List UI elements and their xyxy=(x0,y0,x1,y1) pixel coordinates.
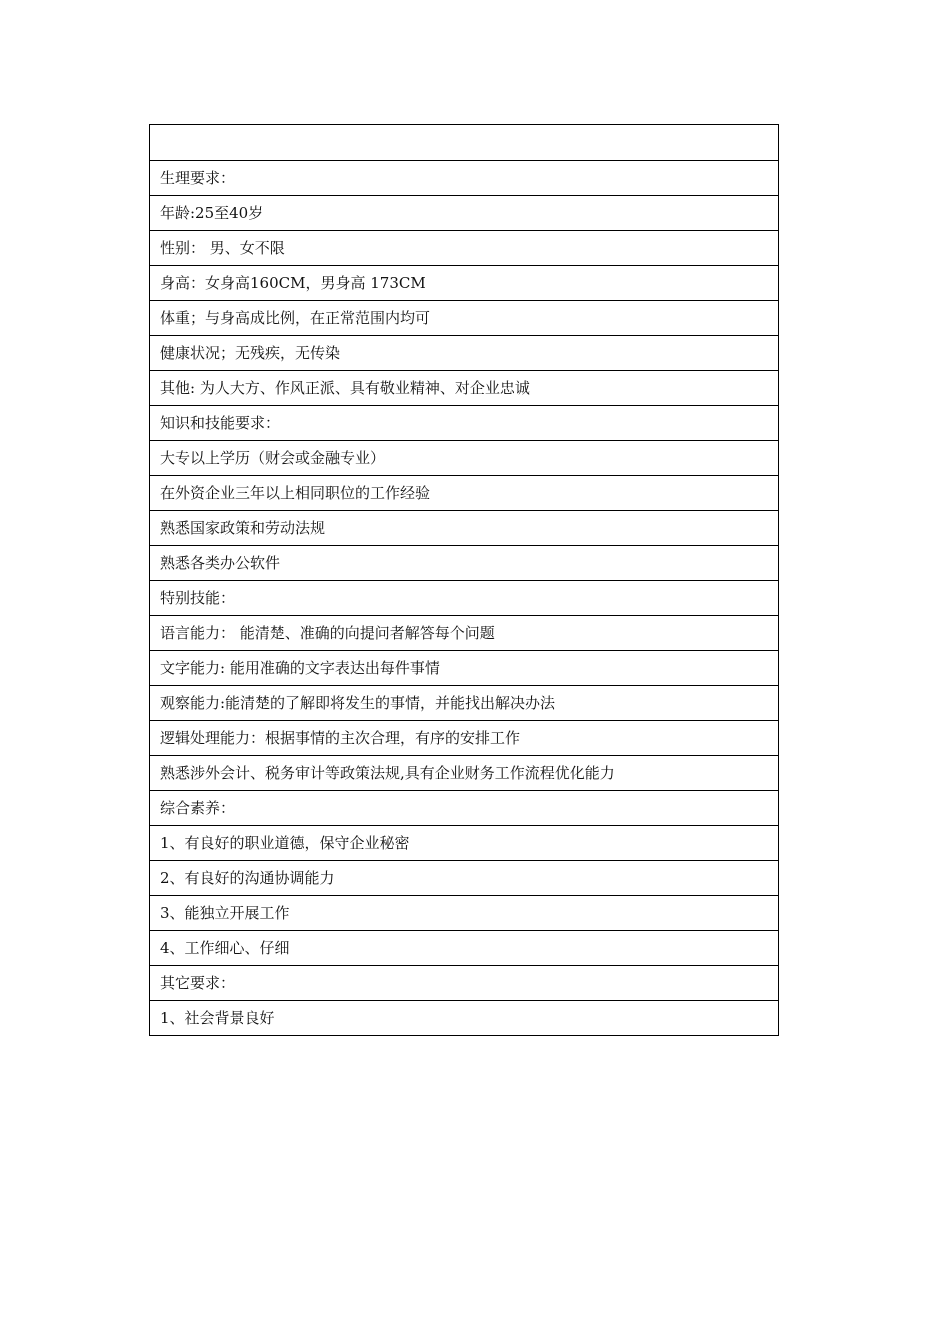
table-row xyxy=(150,756,779,791)
table-row xyxy=(150,546,779,581)
table-row xyxy=(150,441,779,476)
table-cell: 在外资企业三年以上相同职位的工作经验 xyxy=(150,476,779,511)
table-cell: 2、有良好的沟通协调能力 xyxy=(150,861,779,896)
table-row xyxy=(150,476,779,511)
table-cell: 逻辑处理能力：根据事情的主次合理，有序的安排工作 xyxy=(150,721,779,756)
table-row xyxy=(150,371,779,406)
requirements-table xyxy=(149,124,779,1036)
table-cell: 熟悉国家政策和劳动法规 xyxy=(150,511,779,546)
table-row xyxy=(150,896,779,931)
table-row xyxy=(150,301,779,336)
table-cell: 大专以上学历（财会或金融专业） xyxy=(150,441,779,476)
table-row xyxy=(150,336,779,371)
table-cell: 观察能力:能清楚的了解即将发生的事情，并能找出解决办法 xyxy=(150,686,779,721)
section-heading-knowledge: 知识和技能要求： xyxy=(150,406,779,441)
table-row xyxy=(150,861,779,896)
section-heading-overall-quality: 综合素养： xyxy=(150,791,779,826)
section-heading-physical: 生理要求： xyxy=(150,161,779,196)
table-cell: 文字能力: 能用准确的文字表达出每件事情 xyxy=(150,651,779,686)
table-row xyxy=(150,686,779,721)
table-row xyxy=(150,791,779,826)
table-cell: 健康状况；无残疾，无传染 xyxy=(150,336,779,371)
table-row xyxy=(150,231,779,266)
table-cell: 身高：女身高160CM，男身高 173CM xyxy=(150,266,779,301)
table-row-blank xyxy=(150,125,779,161)
table-cell: 年龄:25至40岁 xyxy=(150,196,779,231)
table-row xyxy=(150,581,779,616)
table-row xyxy=(150,651,779,686)
table-row xyxy=(150,826,779,861)
table-row xyxy=(150,406,779,441)
table-cell: 熟悉各类办公软件 xyxy=(150,546,779,581)
table-cell: 语言能力： 能清楚、准确的向提问者解答每个问题 xyxy=(150,616,779,651)
table-cell: 4、工作细心、仔细 xyxy=(150,931,779,966)
table-row xyxy=(150,616,779,651)
section-heading-other: 其它要求： xyxy=(150,966,779,1001)
table-row xyxy=(150,721,779,756)
table-cell: 3、能独立开展工作 xyxy=(150,896,779,931)
table-row xyxy=(150,1001,779,1036)
table-row xyxy=(150,266,779,301)
section-heading-special-skills: 特别技能： xyxy=(150,581,779,616)
table-row xyxy=(150,511,779,546)
table-cell: 其他: 为人大方、作风正派、具有敬业精神、对企业忠诚 xyxy=(150,371,779,406)
table-row xyxy=(150,931,779,966)
table-row xyxy=(150,966,779,1001)
table-cell: 1、有良好的职业道德，保守企业秘密 xyxy=(150,826,779,861)
table-cell-blank xyxy=(150,125,779,161)
table-row xyxy=(150,196,779,231)
table-row xyxy=(150,161,779,196)
table-cell: 1、社会背景良好 xyxy=(150,1001,779,1036)
table-cell: 性别： 男、女不限 xyxy=(150,231,779,266)
table-cell: 体重；与身高成比例，在正常范围内均可 xyxy=(150,301,779,336)
table-cell: 熟悉涉外会计、税务审计等政策法规,具有企业财务工作流程优化能力 xyxy=(150,756,779,791)
